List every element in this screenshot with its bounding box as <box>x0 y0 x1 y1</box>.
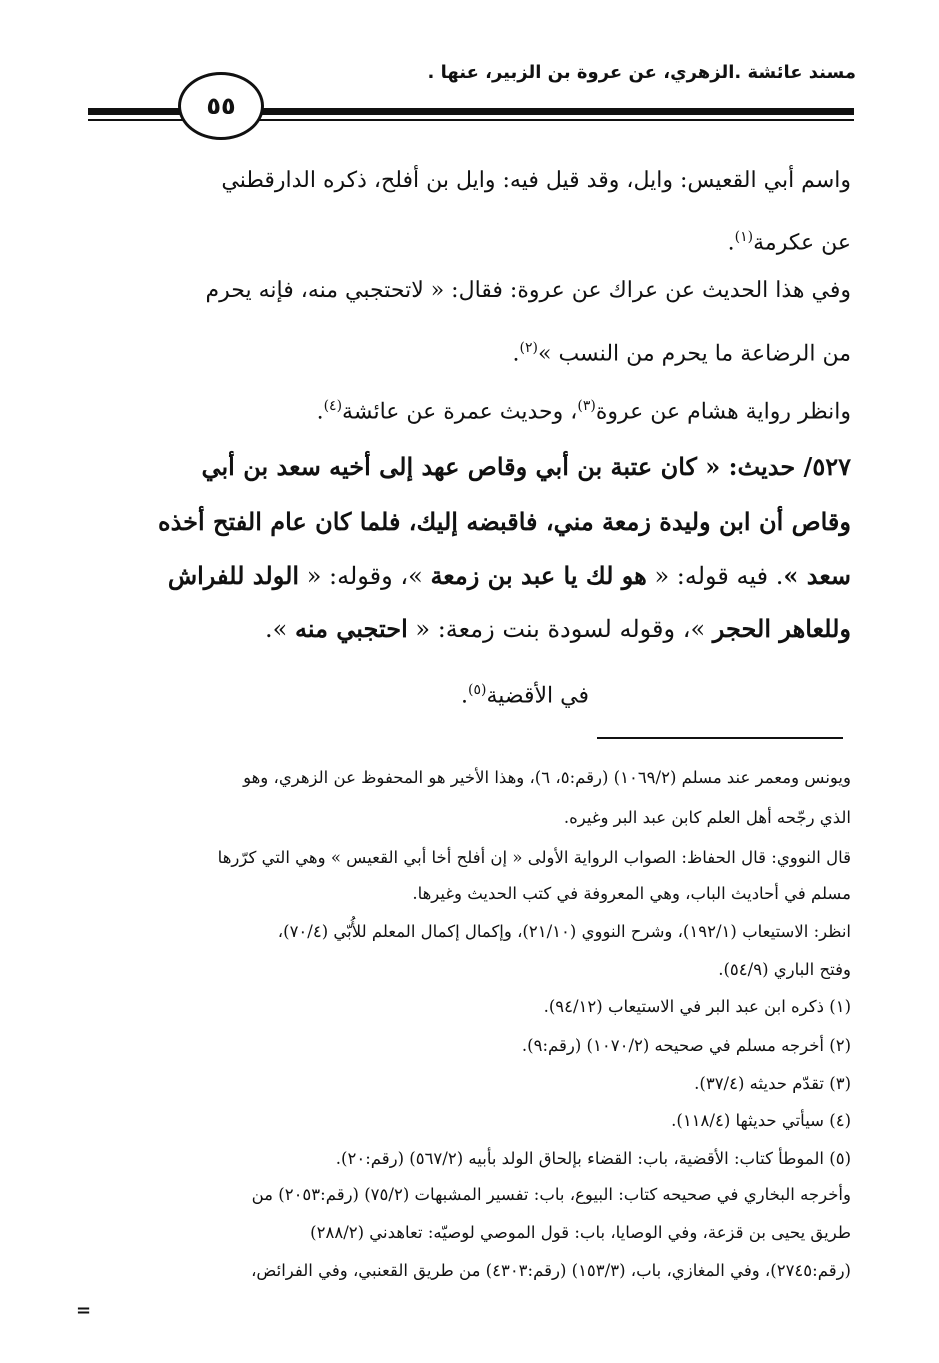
page-number: ٥٥ <box>206 92 236 120</box>
body-text: . <box>316 399 324 425</box>
body-line <box>728 222 851 258</box>
hadith-line <box>265 614 851 644</box>
hadith-quote: الولد للفراش <box>167 561 300 590</box>
footnote-line: ويونس ومعمر عند مسلم (١٠٦٩/٢) (رقم:٥، ٦)، وهذا الأخير هو المحفوظ عن الزهري، وهو <box>243 768 851 787</box>
hadith-line <box>461 675 589 711</box>
footnote-ref: (٢) <box>519 340 538 356</box>
footnote-item: (٤) سيأتي حديثها (١١٨/٤). <box>671 1111 851 1130</box>
body-line <box>513 333 851 369</box>
footnote-item: (٥) الموطأ كتاب: الأقضية، باب: القضاء بإلحاق الولد بأبيه (٥٦٧/٢) (رقم:٢٠). <box>335 1149 851 1168</box>
body-text: وانظر رواية هشام عن عروة <box>595 399 851 425</box>
footnote-ref: (٤) <box>323 398 343 414</box>
footnote-ref: (١) <box>734 229 754 245</box>
footnote-line: انظر: الاستيعاب (١٩٢/١)، وشرح النووي (٢١/١٠)، وإكمال إكمال المعلم للأُبّي (٧٠/٤)، <box>277 922 851 941</box>
footnote-line: قال النووي: قال الحفاظ: الصواب الرواية الأولى « إن أفلح أخا أبي القعيس » وهي التي كرّرها <box>217 848 851 867</box>
hadith-line <box>168 561 851 591</box>
body-line <box>221 166 851 196</box>
footnote-line: (رقم:٢٧٤٥)، وفي المغازي، باب، (١٥٣/٣) (رقم:٤٣٠٣) من طريق القعنبي، وفي الفرائض، <box>251 1261 851 1280</box>
footnote-item: (١) ذكره ابن عبد البر في الاستيعاب (٩٤/١٢). <box>543 997 851 1016</box>
body-text: في الأقضية <box>486 683 589 709</box>
hadith-quote: وللعاهر الحجر <box>712 614 851 643</box>
hadith-text: « كان عتبة بن أبي وقاص عهد إلى أخيه سعد بن أبي <box>201 452 729 481</box>
body-text: »، وقوله لسودة بنت زمعة: « <box>407 615 713 643</box>
body-line <box>317 391 851 427</box>
hadith-text: سعد » <box>783 561 851 590</box>
body-text: من الرضاعة ما يحرم من النسب » <box>538 341 851 367</box>
body-text: وفي هذا الحديث عن عراك عن عروة: فقال: « لاتحتجبي منه، فإنه يحرم <box>205 278 851 303</box>
footnote-line: طريق يحيى بن قزعة، وفي الوصايا، باب: قول الموصي لوصيّه: تعاهدني (٢٨٨/٢) <box>310 1223 851 1242</box>
footnote-ref: (٣) <box>577 398 596 414</box>
footnote-line: مسلم في أحاديث الباب، وهي المعروفة في كتب الحديث وغيرها. <box>412 884 851 903</box>
footnote-line: وأخرجه البخاري في صحيحه كتاب: البيوع، باب: تفسير المشبهات (٧٥/٢) (رقم:٢٠٥٣) من <box>251 1185 851 1204</box>
footnote-line: الذي رجّحه أهل العلم كابن عبد البر وغيره. <box>563 808 851 827</box>
footnote-separator <box>597 737 843 739</box>
body-line <box>206 276 851 306</box>
continuation-mark: = <box>76 1300 92 1321</box>
hadith-quote: احتجبي منه <box>294 614 408 643</box>
hadith-quote: هو لك يا عبد بن زمعة <box>430 561 647 590</box>
body-text: . <box>512 341 520 367</box>
hadith-line <box>158 507 851 537</box>
footnote-ref: (٥) <box>467 682 487 698</box>
body-text: ، وحديث عمرة عن عائشة <box>342 399 578 425</box>
footnote-line: وفتح الباري (٥٤/٩). <box>718 960 851 979</box>
hadith-number: ٥٢٧/ <box>795 452 851 481</box>
hadith-line <box>202 452 852 482</box>
hadith-label: حديث: <box>728 452 796 481</box>
body-text: »، وقوله: « <box>299 562 431 590</box>
footnote-item: (٣) تقدّم حديثه (٣٧/٤). <box>694 1074 851 1093</box>
body-text: ». <box>265 615 295 643</box>
hadith-text: وقاص أن ابن وليدة زمعة مني، فاقبضه إليك، فلما كان عام الفتح أخذه <box>158 507 851 536</box>
body-text: . <box>727 230 735 256</box>
body-text: عن عكرمة <box>753 230 851 256</box>
body-text: . <box>460 683 468 709</box>
footnote-item: (٢) أخرجه مسلم في صحيحه (١٠٧٠/٢) (رقم:٩). <box>521 1036 851 1055</box>
body-text: . فيه قوله: « <box>646 562 784 590</box>
body-text: واسم أبي القعيس: وايل، وقد قيل فيه: وايل بن أفلح، ذكره الدارقطني <box>221 168 851 193</box>
running-header: مسند عائشة .الزهري، عن عروة بن الزبير، عنها . <box>427 62 856 83</box>
page-number-oval <box>178 72 264 140</box>
